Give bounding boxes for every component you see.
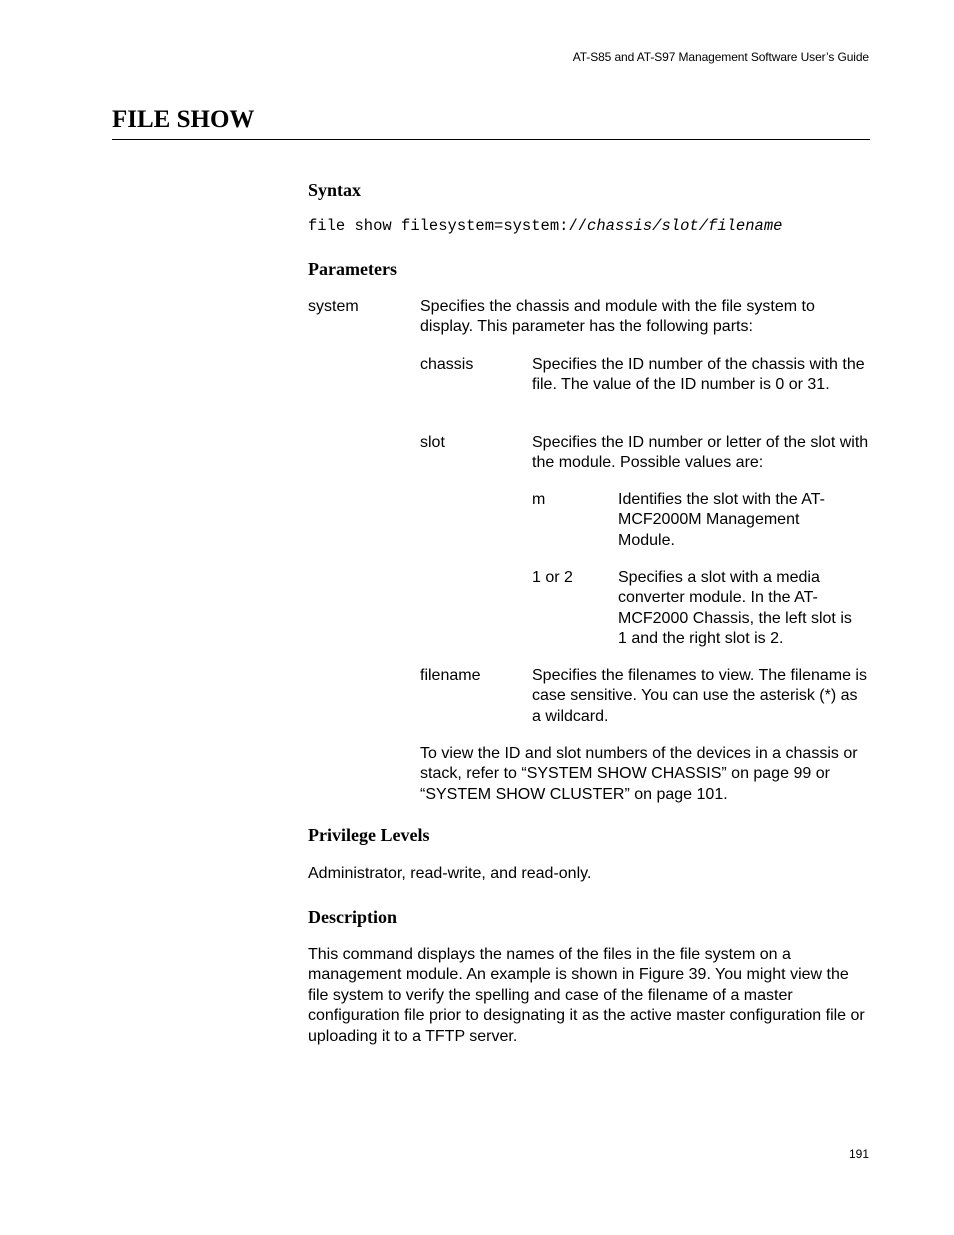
page-title: FILE SHOW — [112, 106, 255, 133]
param-desc-slot: Specifies the ID number or letter of the slot with the module. Possible values are: — [532, 434, 869, 472]
running-header: AT-S85 and AT-S97 Management Software User’s Guide — [572, 50, 869, 64]
syntax-slot: slot — [661, 217, 699, 235]
page-number: 191 — [848, 1147, 869, 1161]
param-desc-filename: Specifies the filenames to view. The filename is case sensitive. You can use the asterisk (*) as a wildcard. — [532, 667, 867, 725]
parameters-heading: Parameters — [308, 259, 397, 279]
privilege-text: Administrator, read-write, and read-only. — [308, 865, 592, 882]
param-term-chassis: chassis — [420, 356, 474, 373]
param-term-filename: filename — [420, 667, 481, 684]
description-heading: Description — [308, 907, 397, 927]
title-rule — [112, 139, 870, 140]
privilege-heading: Privilege Levels — [308, 825, 430, 845]
syntax-line — [308, 217, 782, 235]
param-term-m: m — [532, 491, 546, 508]
param-desc-system: Specifies the chassis and module with the file system to display. This parameter has the following parts: — [420, 298, 815, 336]
param-term-system: system — [308, 298, 359, 315]
syntax-filename: filename — [708, 217, 783, 235]
parameters-note: To view the ID and slot numbers of the devices in a chassis or stack, refer to “SYSTEM SHOW CHASSIS” on page 99 or “SYSTEM SHOW CLUSTER” on page 101. — [420, 745, 858, 803]
syntax-slash: / — [698, 217, 709, 235]
syntax-heading: Syntax — [308, 180, 362, 200]
syntax-slash: / — [652, 217, 662, 235]
syntax-prefix: file show filesystem=system:// — [308, 217, 588, 235]
param-desc-1or2: Specifies a slot with a media converter module. In the AT-MCF2000 Chassis, the left slot is 1 and the right slot is 2. — [618, 569, 852, 648]
description-text: This command displays the names of the files in the file system on a management module. An example is shown in Figure 39. You might view the file system to verify the spelling and case of the filename of a master configuration file prior to designating it as the active master configuration file or uploading it to a TFTP server. — [308, 946, 865, 1045]
param-term-1or2: 1 or 2 — [532, 569, 573, 586]
param-desc-m: Identifies the slot with the AT-MCF2000M Management Module. — [618, 491, 825, 549]
syntax-chassis: chassis — [587, 217, 653, 235]
param-term-slot: slot — [420, 434, 445, 451]
param-desc-chassis: Specifies the ID number of the chassis with the file. The value of the ID number is 0 or 31. — [532, 356, 865, 394]
